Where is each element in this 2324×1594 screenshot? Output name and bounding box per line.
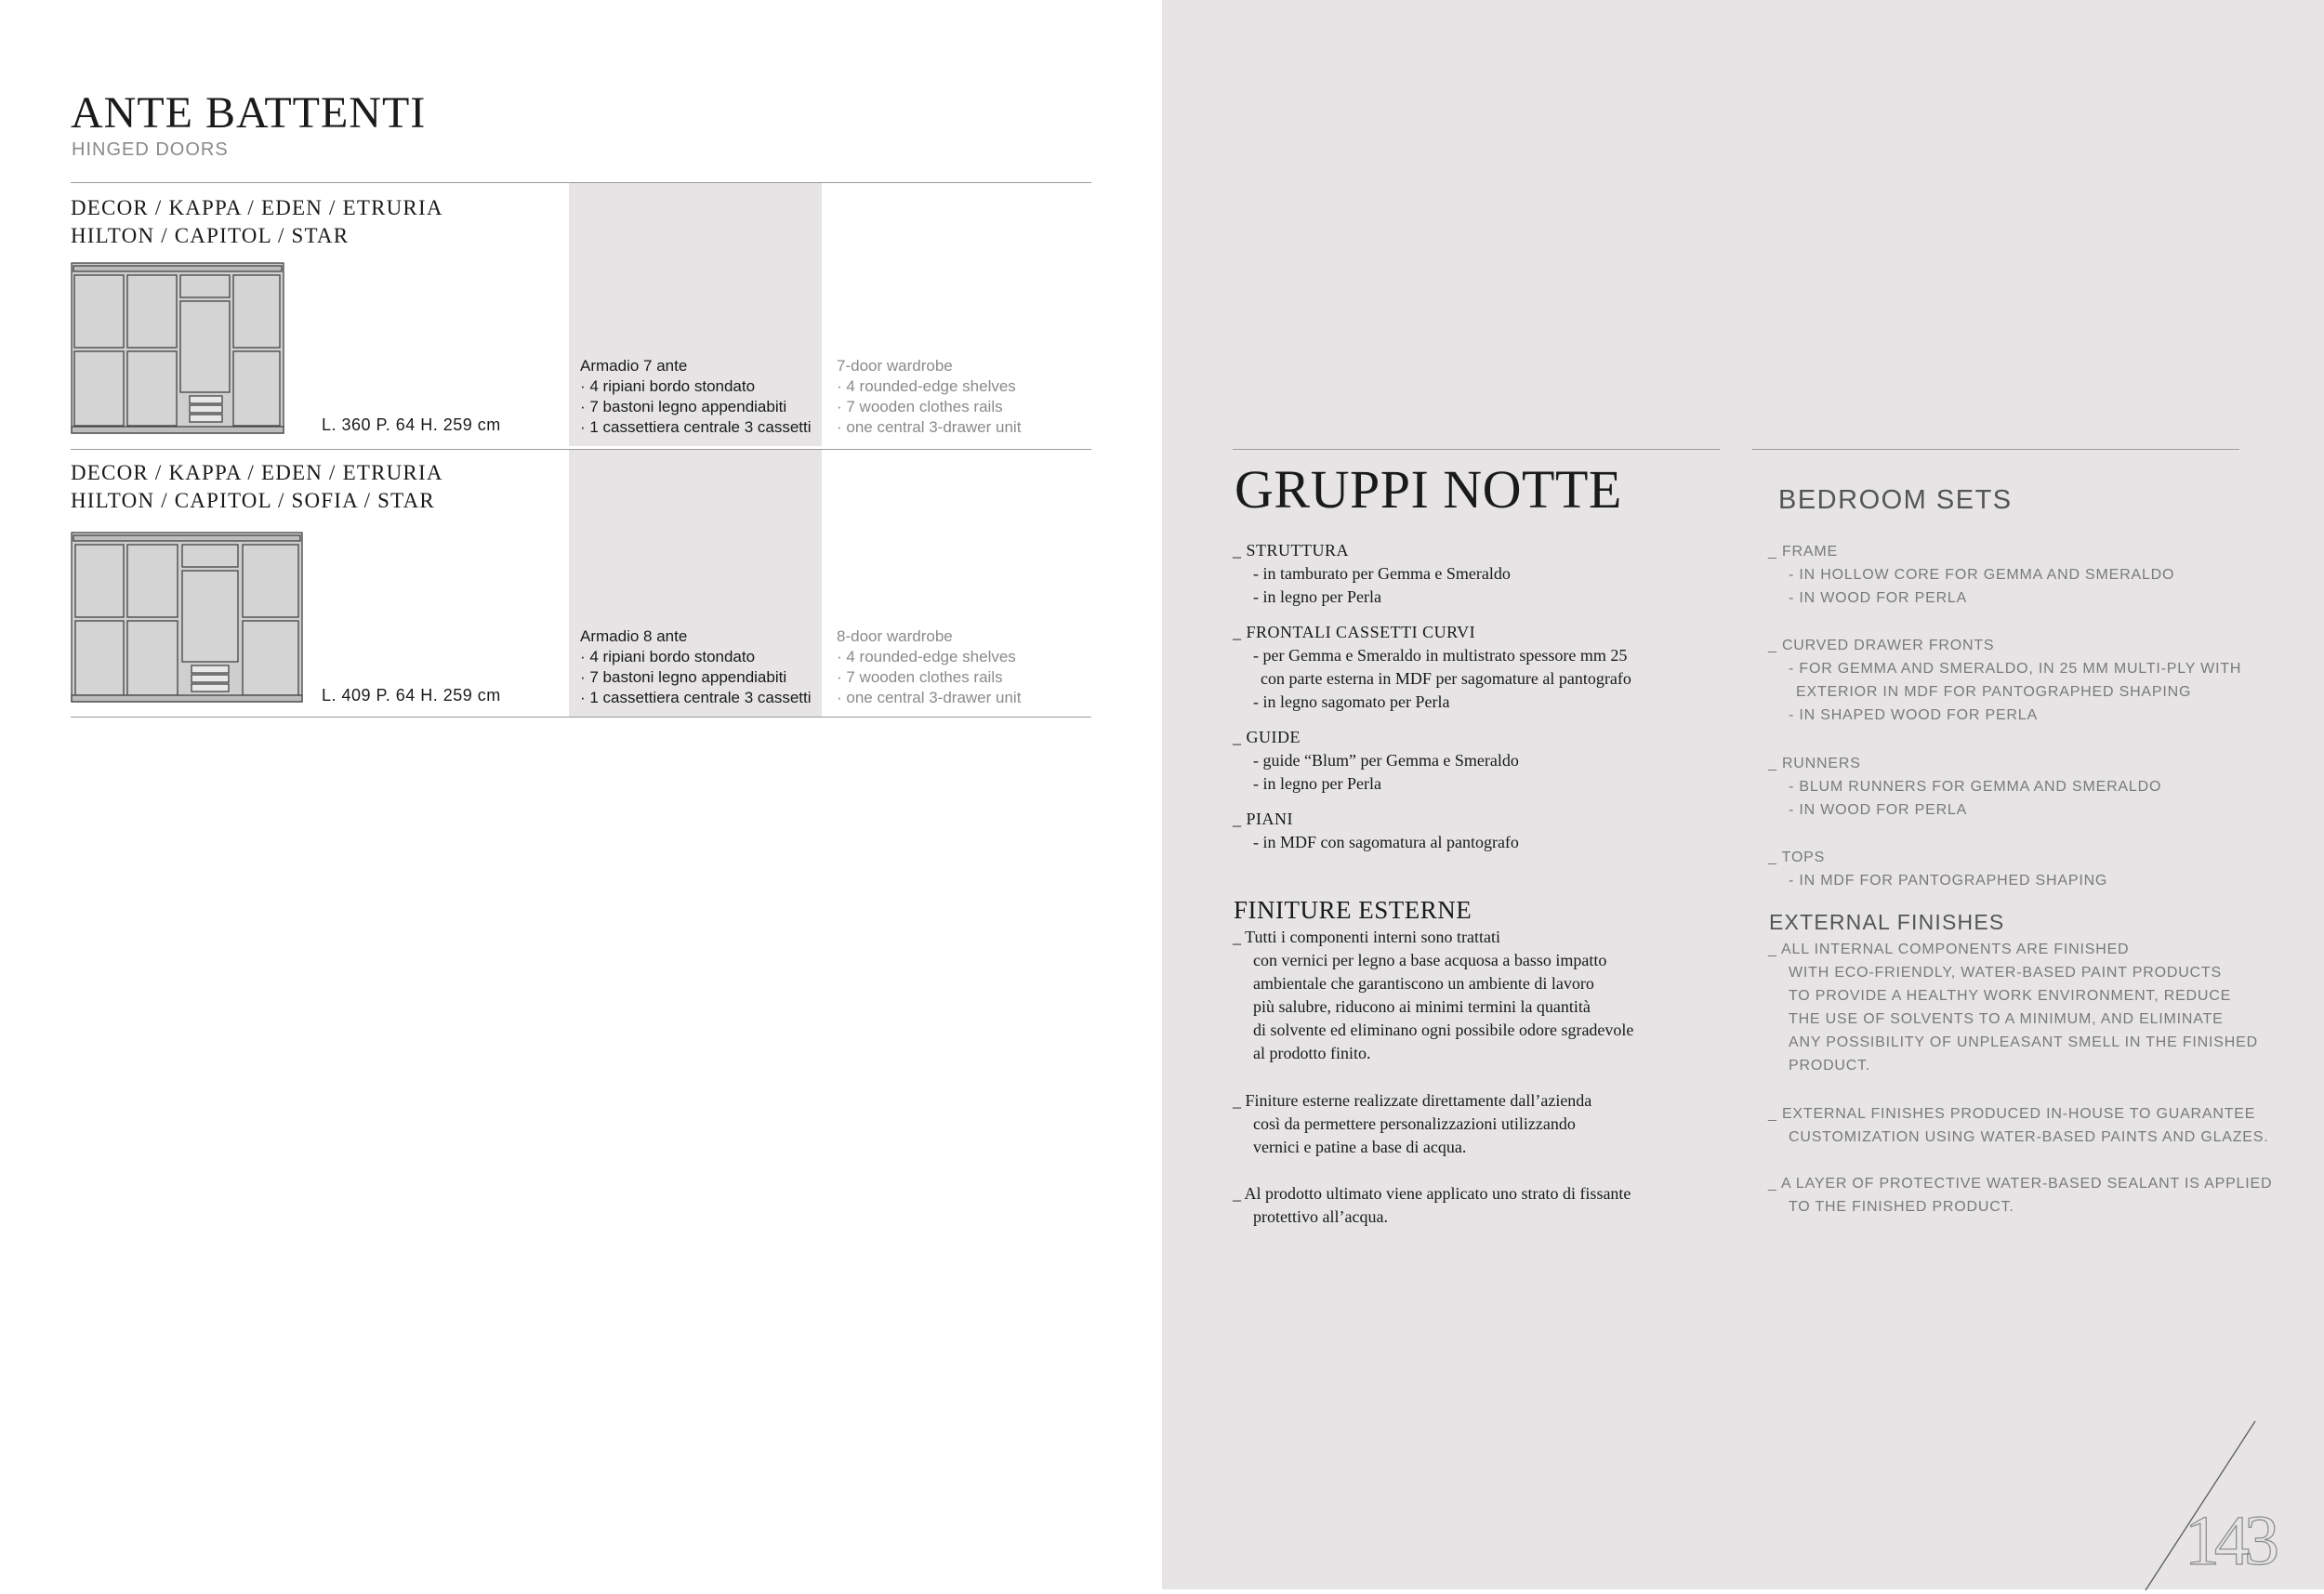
page-subtitle: HINGED DOORS bbox=[72, 139, 229, 160]
page-number: 143 bbox=[2185, 1502, 2274, 1580]
product-row-8-door bbox=[71, 450, 1091, 717]
italian-column-rule bbox=[1233, 449, 1720, 450]
divider-bottom bbox=[71, 717, 1091, 718]
struttura-section bbox=[1233, 539, 1511, 609]
section-line: - guide “Blum” per Gemma e Smeraldo bbox=[1253, 751, 1519, 770]
paragraph-line: _ ALL INTERNAL COMPONENTS ARE FINISHED bbox=[1768, 942, 2130, 957]
spec-name: 8-door wardrobe bbox=[837, 627, 953, 645]
spec-line: · 4 ripiani bordo stondato bbox=[580, 648, 756, 665]
finiture-esterne-title: FINITURE ESTERNE bbox=[1234, 896, 1472, 924]
finishes-paragraph-2 bbox=[1768, 1102, 2269, 1149]
section-heading: _ FRONTALI CASSETTI CURVI bbox=[1233, 623, 1476, 641]
section-line: - in tamburato per Gemma e Smeraldo bbox=[1253, 564, 1511, 583]
english-spec bbox=[837, 626, 1021, 708]
paragraph-line: TO PROVIDE A HEALTHY WORK ENVIRONMENT, REDUCE bbox=[1789, 988, 2232, 1004]
section-line: - IN WOOD FOR PERLA bbox=[1789, 590, 1968, 606]
section-heading: _ PIANI bbox=[1233, 810, 1293, 828]
paragraph-line: più salubre, riducono ai minimi termini la quantità bbox=[1253, 997, 1591, 1016]
paragraph-line: di solvente ed eliminano ogni possibile odore sgradevole bbox=[1253, 1021, 1634, 1039]
section-heading: _ FRAME bbox=[1768, 544, 1838, 560]
page-title: ANTE BATTENTI bbox=[71, 88, 427, 138]
section-line: - IN HOLLOW CORE FOR GEMMA AND SMERALDO bbox=[1789, 567, 2175, 583]
paragraph-line: _ EXTERNAL FINISHES PRODUCED IN-HOUSE TO GUARANTEE bbox=[1768, 1106, 2256, 1122]
section-line: - IN MDF FOR PANTOGRAPHED SHAPING bbox=[1789, 873, 2108, 889]
english-spec-column bbox=[837, 450, 1091, 717]
spec-line: · 4 rounded-edge shelves bbox=[837, 377, 1016, 395]
italian-spec-column bbox=[569, 183, 822, 446]
section-line: EXTERIOR IN MDF FOR PANTOGRAPHED SHAPING bbox=[1796, 684, 2192, 700]
section-line: - per Gemma e Smeraldo in multistrato spessore mm 25 bbox=[1253, 646, 1628, 665]
product-row-7-door bbox=[71, 183, 1091, 446]
section-heading: _ TOPS bbox=[1768, 850, 1826, 865]
spec-line: · 7 bastoni legno appendiabiti bbox=[580, 398, 787, 415]
english-column-rule bbox=[1752, 449, 2239, 450]
spec-line: · 7 wooden clothes rails bbox=[837, 668, 1003, 686]
gruppi-notte-title: GRUPPI NOTTE bbox=[1235, 459, 1622, 520]
paragraph-line: ambientale che garantiscono un ambiente di lavoro bbox=[1253, 974, 1594, 993]
section-heading: _ RUNNERS bbox=[1768, 756, 1861, 771]
section-line: - in legno per Perla bbox=[1253, 587, 1381, 606]
piani-section bbox=[1233, 808, 1519, 854]
frame-section bbox=[1768, 540, 2174, 610]
spec-line: · one central 3-drawer unit bbox=[837, 689, 1022, 706]
model-line: DECOR / KAPPA / EDEN / ETRURIA bbox=[71, 196, 443, 219]
spec-line: · 1 cassettiera centrale 3 cassetti bbox=[580, 689, 812, 706]
paragraph-line: _ Finiture esterne realizzate direttamente dall’azienda bbox=[1233, 1091, 1592, 1110]
curved-drawer-fronts-section bbox=[1768, 634, 2241, 727]
tops-section bbox=[1768, 846, 2107, 892]
finishes-paragraph-1 bbox=[1768, 938, 2258, 1077]
spec-name: Armadio 7 ante bbox=[580, 357, 688, 375]
model-names bbox=[71, 194, 443, 250]
section-line: - FOR GEMMA AND SMERALDO, IN 25 MM MULTI-PLY WITH bbox=[1789, 661, 2242, 677]
finiture-paragraph-1 bbox=[1233, 926, 1633, 1065]
section-line: - IN SHAPED WOOD FOR PERLA bbox=[1789, 707, 2038, 723]
paragraph-line: così da permettere personalizzazioni utilizzando bbox=[1253, 1114, 1576, 1133]
guide-section bbox=[1233, 726, 1519, 796]
section-line: - BLUM RUNNERS FOR GEMMA AND SMERALDO bbox=[1789, 779, 2162, 795]
dimensions: L. 360 P. 64 H. 259 cm bbox=[322, 415, 501, 434]
paragraph-line: PRODUCT. bbox=[1789, 1058, 1871, 1074]
paragraph-line: WITH ECO-FRIENDLY, WATER-BASED PAINT PRODUCTS bbox=[1789, 965, 2222, 981]
section-heading: _ GUIDE bbox=[1233, 728, 1301, 746]
italian-spec bbox=[580, 356, 812, 438]
english-spec bbox=[837, 356, 1021, 438]
paragraph-line: _ A LAYER OF PROTECTIVE WATER-BASED SEALANT IS APPLIED bbox=[1768, 1176, 2273, 1192]
italian-spec-column bbox=[569, 450, 822, 717]
paragraph-line: THE USE OF SOLVENTS TO A MINIMUM, AND ELIMINATE bbox=[1789, 1011, 2224, 1027]
spec-line: · one central 3-drawer unit bbox=[837, 418, 1022, 436]
spec-line: · 4 ripiani bordo stondato bbox=[580, 377, 756, 395]
paragraph-line: _ Al prodotto ultimato viene applicato uno strato di fissante bbox=[1233, 1184, 1631, 1203]
external-finishes-title: EXTERNAL FINISHES bbox=[1769, 910, 2005, 934]
model-line: HILTON / CAPITOL / STAR bbox=[71, 224, 350, 247]
section-heading: _ CURVED DRAWER FRONTS bbox=[1768, 638, 1995, 653]
paragraph-line: al prodotto finito. bbox=[1253, 1044, 1371, 1062]
italian-spec bbox=[580, 626, 812, 708]
finishes-paragraph-3 bbox=[1768, 1172, 2272, 1219]
spec-line: · 7 wooden clothes rails bbox=[837, 398, 1003, 415]
spec-line: · 1 cassettiera centrale 3 cassetti bbox=[580, 418, 812, 436]
frontali-section bbox=[1233, 621, 1631, 714]
dimensions: L. 409 P. 64 H. 259 cm bbox=[322, 686, 501, 705]
wardrobe-8-door-drawing bbox=[71, 532, 303, 703]
spec-line: · 4 rounded-edge shelves bbox=[837, 648, 1016, 665]
spec-name: 7-door wardrobe bbox=[837, 357, 953, 375]
section-line: con parte esterna in MDF per sagomature al pantografo bbox=[1261, 669, 1631, 688]
page-number-block bbox=[2138, 1417, 2274, 1594]
paragraph-line: TO THE FINISHED PRODUCT. bbox=[1789, 1199, 2014, 1215]
finiture-paragraph-2 bbox=[1233, 1089, 1591, 1159]
paragraph-line: _ Tutti i componenti interni sono trattati bbox=[1233, 928, 1500, 946]
runners-section bbox=[1768, 752, 2161, 822]
paragraph-line: con vernici per legno a base acquosa a basso impatto bbox=[1253, 951, 1607, 969]
section-line: - in legno sagomato per Perla bbox=[1253, 692, 1450, 711]
model-line: HILTON / CAPITOL / SOFIA / STAR bbox=[71, 489, 435, 512]
spec-line: · 7 bastoni legno appendiabiti bbox=[580, 668, 787, 686]
section-heading: _ STRUTTURA bbox=[1233, 541, 1350, 560]
wardrobe-7-door-drawing bbox=[71, 262, 284, 434]
paragraph-line: CUSTOMIZATION USING WATER-BASED PAINTS AND GLAZES. bbox=[1789, 1129, 2269, 1145]
paragraph-line: protettivo all’acqua. bbox=[1253, 1207, 1388, 1226]
spec-name: Armadio 8 ante bbox=[580, 627, 688, 645]
finiture-paragraph-3 bbox=[1233, 1182, 1631, 1229]
model-line: DECOR / KAPPA / EDEN / ETRURIA bbox=[71, 461, 443, 484]
paragraph-line: ANY POSSIBILITY OF UNPLEASANT SMELL IN THE FINISHED bbox=[1789, 1034, 2258, 1050]
english-spec-column bbox=[837, 183, 1091, 446]
section-line: - IN WOOD FOR PERLA bbox=[1789, 802, 1968, 818]
paragraph-line: vernici e patine a base di acqua. bbox=[1253, 1138, 1467, 1156]
section-line: - in MDF con sagomatura al pantografo bbox=[1253, 833, 1519, 851]
model-names bbox=[71, 459, 443, 515]
left-page bbox=[0, 0, 1162, 1589]
section-line: - in legno per Perla bbox=[1253, 774, 1381, 793]
bedroom-sets-title: BEDROOM SETS bbox=[1778, 485, 2013, 515]
